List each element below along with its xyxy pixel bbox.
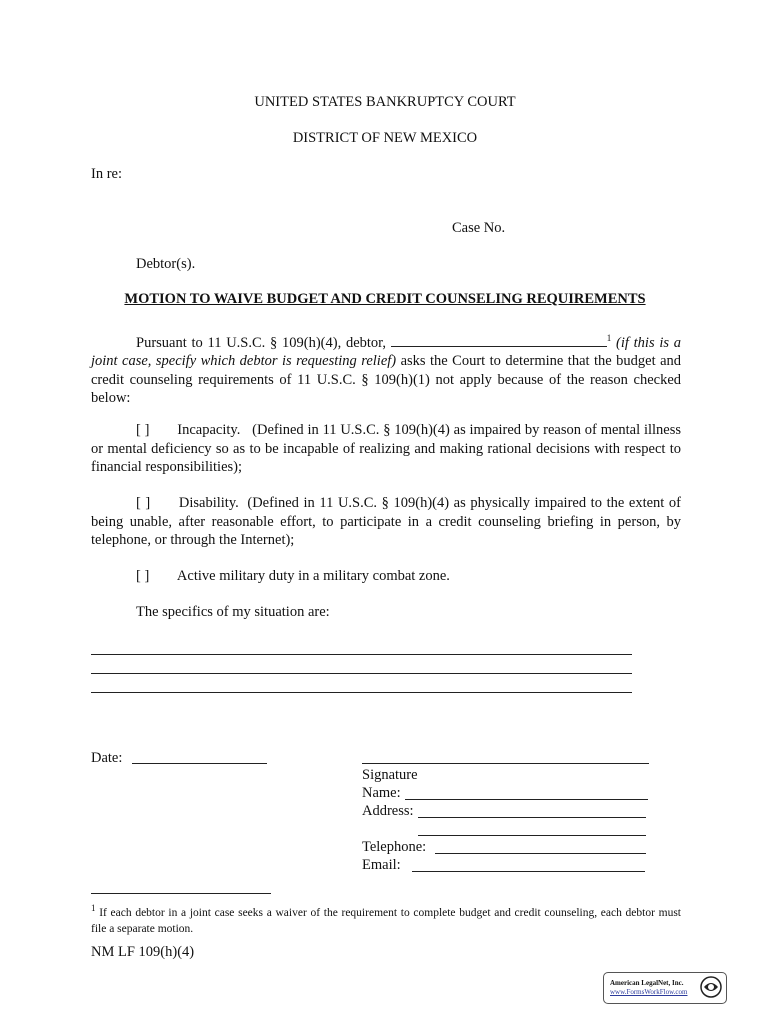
intro-part1: Pursuant to 11 U.S.C. § 109(h)(4), debtor, — [136, 334, 387, 351]
case-no-label: Case No. — [452, 220, 506, 236]
specifics-line-2[interactable] — [91, 673, 632, 674]
motion-title: MOTION TO WAIVE BUDGET AND CREDIT COUNSELING REQUIREMENTS — [124, 291, 646, 307]
checkbox-disability[interactable]: [ ] — [136, 495, 151, 511]
option-incapacity-text: (Defined in 11 U.S.C. § 109(h)(4) as impaired by reason of mental illness or mental deficiency so as to be incapable of realizing and making rational decisions with respect to financial responsibilities); — [91, 422, 682, 475]
debtor-name-field[interactable] — [391, 334, 607, 347]
address-label: Address: — [362, 803, 414, 819]
publisher-logo[interactable] — [603, 972, 727, 1004]
specifics-label: The specifics of my situation are: — [136, 604, 330, 620]
specifics-line-3[interactable] — [91, 692, 632, 693]
option-military-label: Active military duty in a military combat zone. — [176, 568, 450, 584]
logo-brand: American LegalNet, Inc. — [610, 979, 684, 987]
specifics-line-1[interactable] — [91, 654, 632, 655]
intro-italic: (if this is a joint case, specify which debtor is requesting relief) — [91, 334, 682, 370]
intro-paragraph — [91, 329, 681, 408]
checkbox-incapacity[interactable]: [ ] — [136, 422, 150, 438]
option-disability-label: Disability. — [178, 495, 239, 511]
footnote-ref: 1 — [606, 333, 612, 343]
signature-label: Signature — [362, 767, 418, 783]
footnote-rule — [91, 893, 271, 894]
debtors-label: Debtor(s). — [136, 256, 196, 272]
intro-part2: asks the Court to determine that the budget and credit counseling requirements of 11 U.S.C. § 109(h)(1) not apply because of the reason checked below: — [91, 353, 682, 407]
address-field-2[interactable] — [418, 835, 646, 836]
footnote-mark: 1 — [91, 903, 96, 913]
globe-icon — [700, 976, 722, 998]
option-military — [91, 567, 681, 586]
footnote-text: If each debtor in a joint case seeks a waiver of the requirement to complete budget and credit counseling, each debtor must file a separate motion. — [91, 906, 681, 935]
email-label: Email: — [362, 857, 401, 873]
telephone-label: Telephone: — [362, 839, 427, 855]
logo-url[interactable]: www.FormsWorkFlow.com — [610, 988, 688, 996]
email-field[interactable] — [412, 871, 645, 872]
form-id: NM LF 109(h)(4) — [91, 944, 195, 960]
option-disability-text: (Defined in 11 U.S.C. § 109(h)(4) as physically impaired to the extent of being unable, after reasonable effort, to participate in a credit counseling briefing in person, by telephone, or through the Internet); — [91, 495, 681, 548]
date-field[interactable] — [132, 763, 267, 764]
name-label: Name: — [362, 785, 401, 801]
option-incapacity-label: Incapacity. — [177, 422, 241, 438]
district-name: DISTRICT OF NEW MEXICO — [292, 130, 478, 146]
date-label: Date: — [91, 750, 123, 766]
option-incapacity — [91, 421, 681, 477]
option-disability — [91, 494, 681, 550]
address-field-1[interactable] — [418, 817, 646, 818]
in-re-label: In re: — [91, 166, 122, 182]
court-name: UNITED STATES BANKRUPTCY COURT — [254, 94, 516, 110]
name-field[interactable] — [405, 799, 648, 800]
signature-line[interactable] — [362, 763, 649, 764]
footnote — [91, 900, 681, 937]
telephone-field[interactable] — [435, 853, 646, 854]
checkbox-military[interactable]: [ ] — [136, 568, 150, 584]
